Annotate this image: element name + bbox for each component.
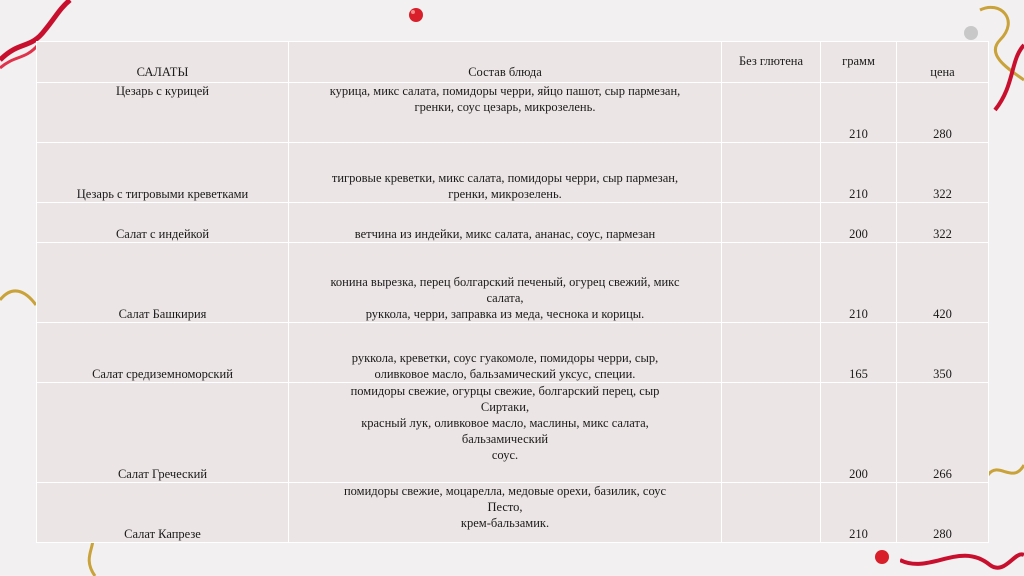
dish-name: Салат с индейкой [37, 203, 289, 243]
gluten-free-cell [722, 483, 821, 543]
table-header-row [37, 42, 989, 83]
composition-line: крем-бальзамик. [460, 516, 550, 530]
composition-line: тигровые креветки, микс салата, помидоры черри, сыр пармезан, [331, 171, 679, 185]
gluten-free-cell [722, 203, 821, 243]
composition-line: ветчина из индейки, микс салата, ананас, соус, пармезан [354, 227, 656, 241]
price-cell: 322 [897, 203, 989, 243]
composition-line: руккола, черри, заправка из меда, чеснока и корицы. [365, 307, 645, 321]
silver-ornament [962, 24, 980, 42]
gluten-free-cell [722, 83, 821, 143]
table-row [37, 203, 989, 243]
red-ornament-bottom [872, 547, 892, 567]
grams-cell: 200 [821, 203, 897, 243]
salads-menu-table [36, 41, 989, 543]
dish-name: Салат Капрезе [37, 483, 289, 543]
dish-name: Салат средиземноморский [37, 323, 289, 383]
composition-line: гренки, микрозелень. [448, 187, 562, 201]
grams-cell: 165 [821, 323, 897, 383]
red-ribbon-right [985, 40, 1024, 120]
price-cell: 280 [897, 83, 989, 143]
gluten-free-cell [722, 143, 821, 203]
header-price [897, 42, 989, 83]
grams-cell: 210 [821, 243, 897, 323]
gluten-free-cell [722, 243, 821, 323]
grams-cell: 200 [821, 383, 897, 483]
composition-line: помидоры свежие, огурцы свежие, болгарский перец, сыр [350, 384, 660, 398]
dish-composition [289, 203, 722, 243]
header-gluten-free-label: Без глютена [738, 54, 804, 68]
gold-ribbon-left [0, 285, 40, 315]
dish-name: Салат Башкирия [37, 243, 289, 323]
header-price-label: цена [930, 65, 955, 79]
composition-line: гренки, соус цезарь, микрозелень. [414, 100, 596, 114]
header-grams [821, 42, 897, 83]
composition-line: бальзамический [461, 432, 549, 446]
header-composition [289, 42, 722, 83]
composition-line: курица, микс салата, помидоры черри, яйцо пашот, сыр пармезан, [329, 84, 681, 98]
menu-table-container [36, 41, 988, 539]
gluten-free-cell [722, 383, 821, 483]
header-grams-label: грамм [842, 54, 875, 68]
dish-name: Цезарь с тигровыми креветками [37, 143, 289, 203]
gluten-free-cell [722, 323, 821, 383]
grams-cell: 210 [821, 143, 897, 203]
header-salads-label: САЛАТЫ [136, 65, 189, 79]
dish-composition [289, 83, 722, 143]
grams-cell: 210 [821, 483, 897, 543]
dish-composition [289, 323, 722, 383]
price-cell: 322 [897, 143, 989, 203]
grams-cell: 210 [821, 83, 897, 143]
header-composition-label: Состав блюда [468, 65, 542, 79]
table-row [37, 483, 989, 543]
table-row [37, 143, 989, 203]
composition-line: оливковое масло, бальзамический уксус, специи. [374, 367, 636, 381]
composition-line: Сиртаки, [480, 400, 530, 414]
composition-line: помидоры свежие, моцарелла, медовые орехи, базилик, соус [343, 484, 667, 498]
composition-line: соус. [491, 448, 519, 462]
composition-line: салата, [486, 291, 524, 305]
dish-composition [289, 243, 722, 323]
header-salads [37, 42, 289, 83]
red-ornament-top [406, 5, 426, 25]
price-cell: 266 [897, 383, 989, 483]
price-cell: 420 [897, 243, 989, 323]
header-gluten-free [722, 42, 821, 83]
table-row [37, 83, 989, 143]
table-row [37, 383, 989, 483]
dish-composition [289, 483, 722, 543]
composition-line: красный лук, оливковое масло, маслины, микс салата, [361, 416, 649, 430]
price-cell: 280 [897, 483, 989, 543]
dish-composition [289, 383, 722, 483]
table-row [37, 323, 989, 383]
composition-line: руккола, креветки, соус гуакомоле, помидоры черри, сыр, [351, 351, 659, 365]
composition-line: конина вырезка, перец болгарский печеный, огурец свежий, микс [330, 275, 680, 289]
dish-composition [289, 143, 722, 203]
table-row [37, 243, 989, 323]
price-cell: 350 [897, 323, 989, 383]
gold-ribbon-right-mid [988, 455, 1024, 495]
dish-name: Цезарь с курицей [37, 83, 289, 143]
composition-line: Песто, [487, 500, 523, 514]
dish-name: Салат Греческий [37, 383, 289, 483]
